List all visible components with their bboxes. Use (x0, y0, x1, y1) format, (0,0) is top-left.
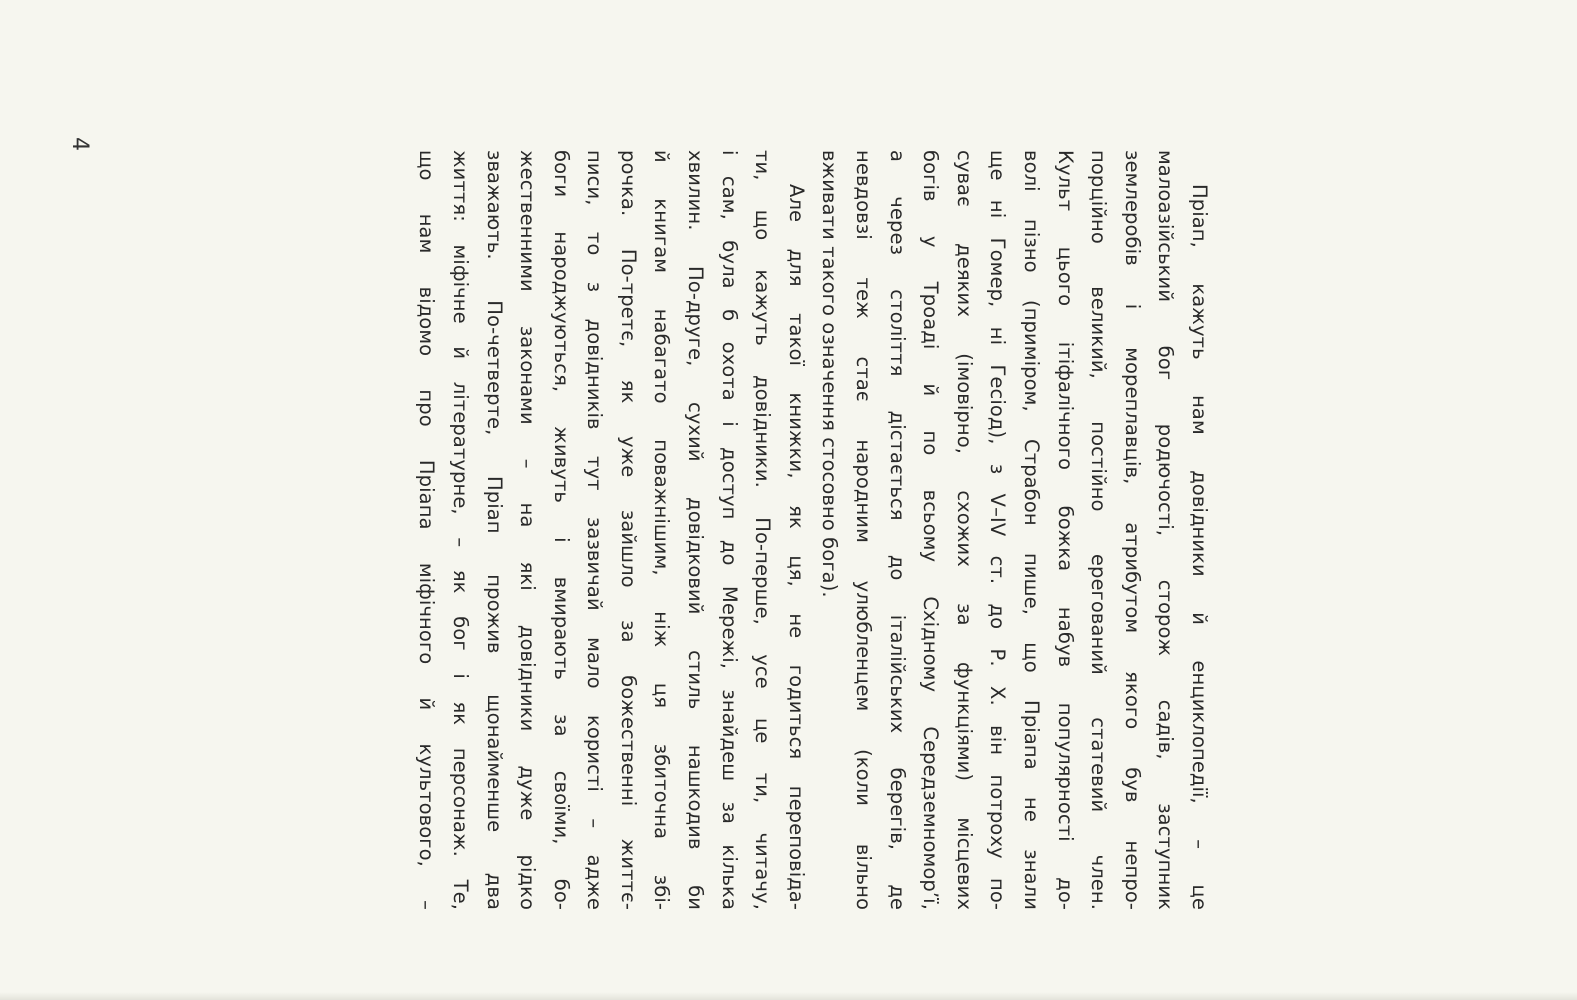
text-line: боги народжуються, живуть і вмирають за своїми, бо- (549, 150, 573, 910)
text-line: ще ні Гомер, ні Гесіод), з V–IV ст. до Р. Х. він потроху по- (986, 150, 1010, 910)
text-line: хвилин. По-друге, сухий довідковий стиль нашкодив би (684, 150, 708, 910)
text-line: малоазійський бог родючості, сторож садів, заступник (1154, 150, 1178, 910)
text-line: землеробів і мореплавців, атрибутом якого був непро- (1120, 150, 1144, 910)
text-line: і сам, була б охота і доступ до Мережі, знайдеш за кілька (717, 150, 741, 910)
text-line: ти, що кажуть довідники. По-перше, усе це ти, читачу, (751, 150, 775, 910)
text-line: що нам відомо про Пріапа міфічного й культового, – (415, 150, 439, 910)
text-line: жественними законами – на які довідники дуже рідко (516, 150, 540, 910)
text-line: рочка. По-третє, як уже зайшло за божественні життє- (616, 150, 640, 910)
text-line: Але для такої книжки, як ця, не годиться переповіда- (784, 184, 808, 910)
page-edge-shadow (0, 992, 1577, 1000)
text-line: Культ цього ітіфалічного божка набув популярності до- (1053, 150, 1077, 910)
text-line: суває деяких (імовірно, схожих за функціями) місцевих (952, 150, 976, 910)
text-line: невдовзі теж стає народним улюбленцем (коли вільно (852, 150, 876, 910)
text-line: Пріап, кажуть нам довідники й енциклопедії, – це (1188, 184, 1211, 910)
text-line: й книгам набагато поважнішим, ніж ця збиточна збі- (650, 150, 674, 910)
text-line: зважають. По-четверте, Пріап прожив щонайменше два (482, 150, 506, 910)
page-number: 4 (67, 137, 92, 151)
text-line: писи, то з довідників тут зазвичай мало користі – адже (583, 150, 607, 910)
text-line: волі пізно (приміром, Страбон пише, що Пріапа не знали (1020, 150, 1044, 910)
text-line: вживати такого означення стосовно бога). (818, 150, 842, 598)
body-text (376, 150, 1216, 910)
text-line: богів у Троаді й по всьому Східному Середземномор’ї, (919, 150, 943, 910)
text-line: а через століття дістається до італійських берегів, де (885, 150, 909, 910)
text-line: порційно великий, постійно ерегований статевий член. (1087, 150, 1111, 910)
text-line: життя: міфічне й літературне, – як бог і як персонаж. Те, (448, 150, 472, 910)
